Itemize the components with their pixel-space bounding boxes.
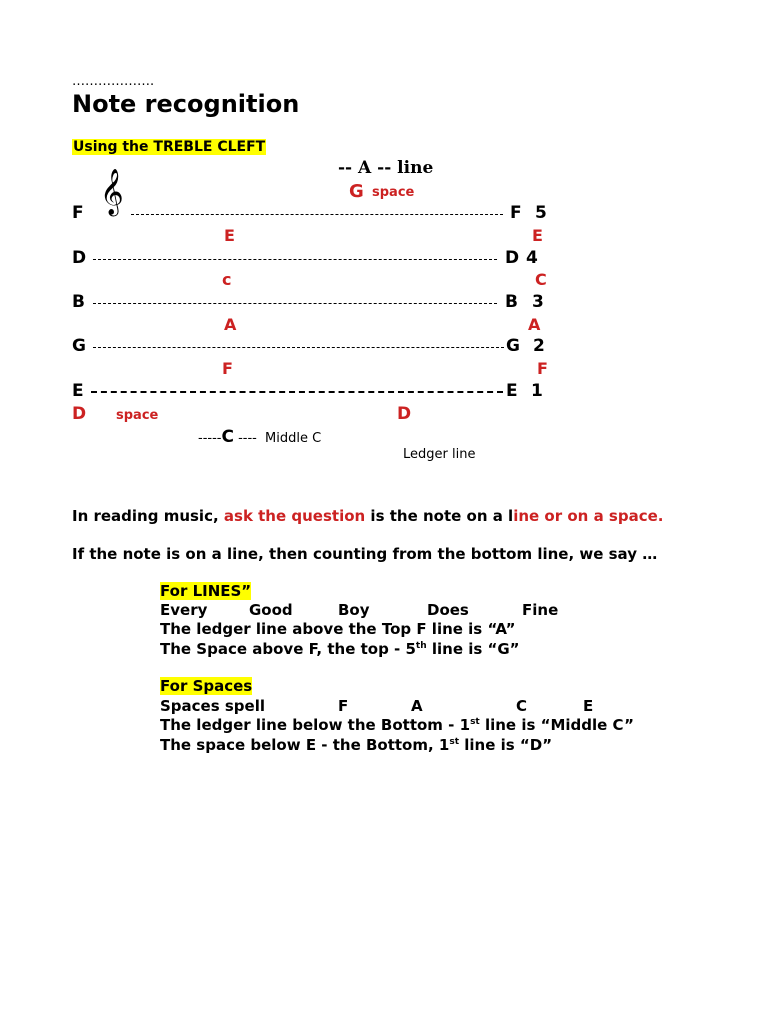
staff-line bbox=[93, 259, 497, 260]
lines-rule-2 bbox=[160, 640, 520, 658]
staff-line-label-right: G bbox=[506, 336, 520, 356]
staff-line-label-right: D bbox=[505, 248, 520, 268]
ledger-line-label: Ledger line bbox=[403, 447, 476, 462]
d-space-left: D bbox=[72, 404, 87, 424]
staff-line-label-right: B bbox=[505, 292, 518, 312]
space-letter: E bbox=[224, 226, 235, 245]
page-title: Note recognition bbox=[72, 90, 300, 118]
lines-rule-2-b: line is “G” bbox=[426, 640, 520, 658]
spaces-letter: C bbox=[516, 697, 528, 715]
staff-line-number: 5 bbox=[535, 203, 547, 223]
staff-line bbox=[91, 391, 503, 393]
g-space-letter: G bbox=[349, 181, 364, 202]
paragraph-reading-music bbox=[72, 507, 663, 525]
space-letter: A bbox=[224, 315, 237, 334]
space-letter: c bbox=[222, 270, 232, 289]
staff-line-label-left: B bbox=[72, 292, 85, 312]
d-space-mid: D bbox=[397, 404, 412, 424]
p1-start: In reading music, bbox=[72, 507, 224, 525]
staff-line-label-left: G bbox=[72, 336, 86, 356]
spaces-rule-2-a: The space below E - the Bottom, 1 bbox=[160, 736, 450, 754]
middle-c-letter: C bbox=[221, 427, 234, 447]
spaces-rule-1-b: line is “Middle C” bbox=[479, 716, 634, 734]
middle-c-label: Middle C bbox=[265, 431, 322, 446]
spaces-heading: For Spaces bbox=[160, 677, 253, 695]
space-letter-right: F bbox=[537, 359, 548, 378]
staff-line bbox=[131, 214, 503, 215]
spaces-rule-2-b: line is “D” bbox=[459, 736, 553, 754]
staff-line-label-right: E bbox=[506, 381, 518, 401]
space-letter-right: A bbox=[528, 315, 541, 334]
spaces-spell-label: Spaces spell bbox=[160, 697, 265, 715]
spaces-rule-1 bbox=[160, 716, 634, 734]
ledger-dash-left: ----- bbox=[198, 431, 222, 446]
lines-heading: For LINES” bbox=[160, 582, 252, 600]
mnemonic-word: Good bbox=[249, 601, 293, 619]
space-letter: F bbox=[222, 359, 233, 378]
staff-line bbox=[93, 303, 497, 304]
spaces-rule-2 bbox=[160, 736, 552, 754]
staff-line-number: 1 bbox=[531, 381, 543, 401]
top-ledger-label: -- A -- line bbox=[338, 158, 434, 178]
spaces-letter: F bbox=[338, 697, 349, 715]
staff-line-label-left: D bbox=[72, 248, 87, 268]
subtitle-treble-clef: Using the TREBLE CLEFT bbox=[73, 139, 266, 155]
staff-line-number: 3 bbox=[532, 292, 544, 312]
lines-rule-2-sup: th bbox=[415, 641, 427, 651]
spaces-rule-2-sup: st bbox=[449, 737, 460, 747]
space-letter-right: C bbox=[535, 270, 547, 289]
ledger-dash-right: ---- bbox=[238, 431, 257, 446]
spaces-rule-1-sup: st bbox=[470, 717, 480, 727]
mnemonic-word: Boy bbox=[338, 601, 370, 619]
paragraph-counting: If the note is on a line, then counting from the bottom line, we say … bbox=[72, 545, 658, 563]
space-letter-right: E bbox=[532, 226, 543, 245]
staff-line bbox=[93, 347, 504, 348]
staff-line-label-right: F bbox=[510, 203, 522, 223]
d-space-label: space bbox=[116, 408, 159, 423]
staff-line-label-left: E bbox=[72, 381, 84, 401]
staff-line-number: 4 bbox=[526, 248, 538, 268]
p1-question: ask the question bbox=[223, 507, 366, 525]
lines-rule-1: The ledger line above the Top F line is “A” bbox=[160, 620, 516, 638]
mnemonic-word: Every bbox=[160, 601, 208, 619]
p1-end: ine or on a space. bbox=[513, 507, 664, 525]
spaces-letter: E bbox=[583, 697, 594, 715]
lines-rule-2-a: The Space above F, the top - 5 bbox=[160, 640, 416, 658]
g-space-label: space bbox=[372, 185, 415, 200]
header-dots: ………………. bbox=[72, 74, 155, 89]
spaces-letter: A bbox=[411, 697, 423, 715]
mnemonic-word: Fine bbox=[522, 601, 559, 619]
middle-c-ledger bbox=[198, 427, 321, 447]
staff-line-number: 2 bbox=[533, 336, 545, 356]
staff-line-label-left: F bbox=[72, 203, 84, 223]
treble-clef-icon: 𝄞 bbox=[100, 169, 124, 215]
mnemonic-word: Does bbox=[427, 601, 469, 619]
spaces-rule-1-a: The ledger line below the Bottom - 1 bbox=[160, 716, 471, 734]
p1-middle: is the note on a l bbox=[365, 507, 514, 525]
